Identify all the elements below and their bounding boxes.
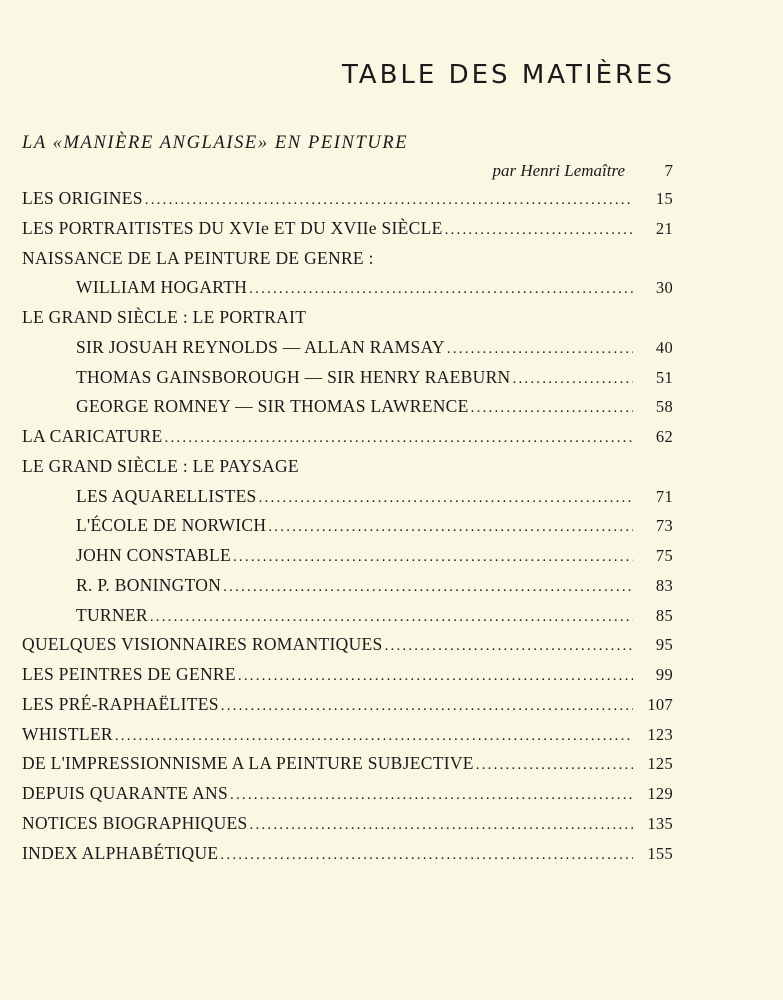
toc-entry-label: DE L'IMPRESSIONNISME A LA PEINTURE SUBJECTIVE	[22, 753, 474, 774]
toc-entry-label: LES PRÉ-RAPHAËLITES	[22, 693, 219, 714]
toc-entry-label: DEPUIS QUARANTE ANS	[22, 783, 228, 803]
toc-entries	[22, 184, 673, 868]
table-of-contents	[22, 128, 673, 868]
toc-entry-label: NAISSANCE DE LA PEINTURE DE GENRE :	[22, 247, 374, 268]
toc-page-number: 51	[655, 367, 673, 387]
toc-page-number: 107	[647, 694, 673, 714]
toc-dot-leader	[223, 573, 633, 603]
toc-dot-leader	[268, 513, 633, 543]
toc-entry-label: SIR JOSUAH REYNOLDS — ALLAN RAMSAY	[76, 336, 445, 357]
toc-page-number: 73	[655, 516, 673, 536]
toc-entry-label: LE GRAND SIÈCLE : LE PAYSAGE	[22, 455, 299, 476]
toc-entry	[22, 779, 673, 809]
toc-entry-label: GEORGE ROMNEY — SIR THOMAS LAWRENCE	[76, 396, 469, 417]
toc-entry	[22, 720, 673, 750]
toc-entry	[22, 244, 673, 274]
toc-page-number: 30	[655, 278, 673, 298]
toc-entry-label: LA CARICATURE	[22, 426, 163, 446]
toc-entry	[22, 660, 673, 690]
toc-entry-label: R. P. BONINGTON	[76, 574, 222, 595]
toc-dot-leader	[259, 484, 633, 514]
toc-page-number: 83	[655, 575, 673, 595]
toc-entry-label: NOTICES BIOGRAPHIQUES	[22, 812, 248, 833]
toc-page-number: 21	[655, 218, 673, 238]
toc-page-number: 129	[647, 784, 673, 803]
toc-dot-leader	[447, 335, 633, 365]
toc-entry	[22, 601, 673, 631]
toc-page-number: 75	[655, 546, 673, 565]
toc-entry	[22, 452, 673, 482]
page-title: TABLE DES MATIÈRES	[341, 60, 675, 90]
toc-page-number: 40	[655, 337, 673, 357]
toc-dot-leader	[445, 216, 633, 246]
toc-entry-label: LES AQUARELLISTES	[76, 485, 257, 506]
toc-dot-leader	[385, 632, 633, 662]
intro-page-number: 7	[664, 161, 673, 180]
toc-page-number: 71	[655, 486, 673, 506]
toc-page-number: 15	[655, 189, 673, 208]
toc-dot-leader	[238, 662, 633, 692]
toc-entry	[22, 690, 673, 720]
toc-entry-label: WILLIAM HOGARTH	[76, 277, 248, 298]
toc-entry	[22, 749, 673, 779]
toc-entry	[22, 422, 673, 452]
toc-page-number: 99	[655, 665, 673, 684]
toc-entry	[22, 571, 673, 601]
toc-dot-leader	[150, 603, 633, 633]
toc-dot-leader	[165, 424, 633, 454]
toc-dot-leader	[249, 275, 633, 305]
toc-entry-label: WHISTLER	[22, 723, 113, 744]
toc-dot-leader	[476, 751, 633, 781]
toc-entry	[22, 630, 673, 660]
toc-entry	[22, 303, 673, 333]
toc-dot-leader	[145, 186, 633, 216]
toc-entry	[22, 273, 673, 303]
toc-page-number: 58	[655, 397, 673, 417]
toc-entry-label: QUELQUES VISIONNAIRES ROMANTIQUES	[22, 634, 383, 655]
toc-entry-label: THOMAS GAINSBOROUGH — SIR HENRY RAEBURN	[76, 366, 511, 387]
toc-entry	[22, 333, 673, 363]
toc-entry-label: TURNER	[76, 604, 148, 625]
toc-dot-leader	[220, 841, 633, 871]
toc-entry-label: INDEX ALPHABÉTIQUE	[22, 842, 219, 863]
toc-page-number: 62	[655, 427, 673, 446]
toc-dot-leader	[471, 394, 633, 424]
toc-entry-label: LES ORIGINES	[22, 188, 143, 208]
toc-entry-label: LES PEINTRES DE GENRE	[22, 664, 236, 684]
toc-entry	[22, 184, 673, 214]
toc-dot-leader	[115, 722, 633, 752]
toc-dot-leader	[221, 692, 633, 722]
toc-entry-label: L'ÉCOLE DE NORWICH	[76, 515, 267, 536]
toc-page-number: 95	[655, 635, 673, 655]
toc-entry	[22, 214, 673, 244]
toc-page-number: 123	[647, 724, 673, 744]
intro-essay-title: LA «MANIÈRE ANGLAISE» EN PEINTURE	[22, 133, 409, 153]
toc-entry	[22, 363, 673, 393]
toc-entry-label: JOHN CONSTABLE	[76, 545, 231, 565]
toc-dot-leader	[250, 811, 633, 841]
toc-entry	[22, 809, 673, 839]
toc-dot-leader	[230, 781, 633, 811]
toc-page-number: 155	[647, 843, 673, 863]
toc-entry-label: LE GRAND SIÈCLE : LE PORTRAIT	[22, 307, 307, 327]
toc-entry	[22, 392, 673, 422]
toc-dot-leader	[513, 365, 634, 395]
toc-page-number: 135	[647, 813, 673, 833]
intro-author-line	[22, 158, 673, 184]
toc-entry	[22, 839, 673, 869]
toc-entry-label: LES PORTRAITISTES DU XVIe ET DU XVIIe SIÈCLE	[22, 217, 443, 238]
toc-page-number: 125	[647, 754, 673, 774]
intro-author: par Henri Lemaître	[492, 161, 625, 180]
toc-page-number: 85	[655, 605, 673, 625]
toc-entry	[22, 541, 673, 571]
toc-dot-leader	[233, 543, 633, 573]
toc-entry	[22, 482, 673, 512]
toc-entry	[22, 511, 673, 541]
